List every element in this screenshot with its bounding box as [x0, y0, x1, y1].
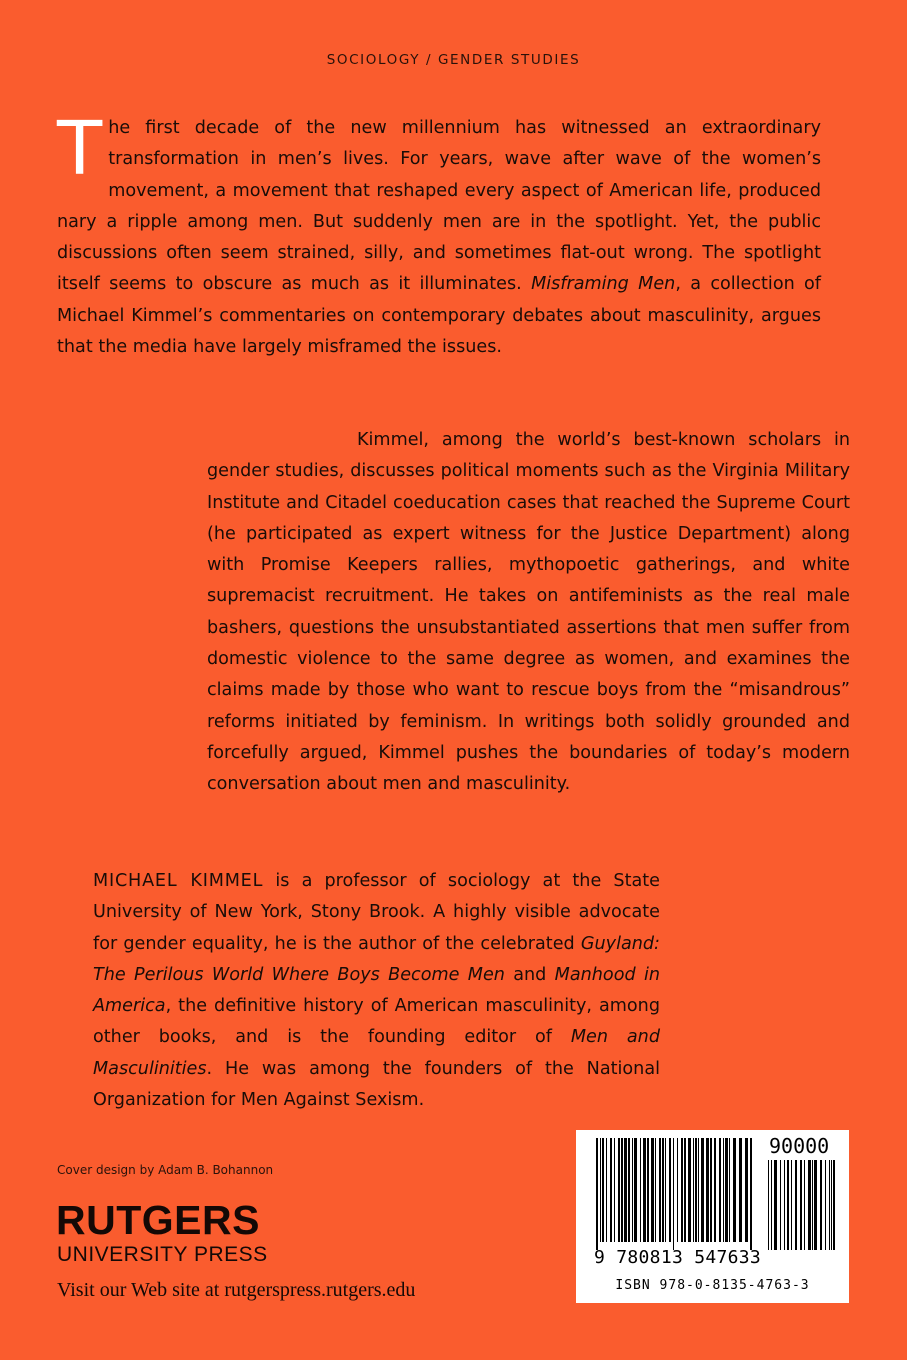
- intro-text-2: , a collection of Michael Kimmel’s commentaries on contemporary debates about masculinity, argues that the media have largely misframed the issues.: [57, 274, 821, 358]
- description-paragraph: Kimmel, among the world’s best-known scholars in gender studies, discusses political moments such as the Virginia Military Institute and Citadel coeducation cases that reached the Supreme Court (he participated as expert witness for the Justice Department) along with Promise Keepers rallies, mythopoetic gatherings, and white supremacist recruitment. He takes on antifeminists as the real male bashers, questions the unsubstantiated assertions that men suffer from domestic violence to the same degree as women, and examines the claims made by those who want to rescue boys from the “misandrous” reforms initiated by feminism. In writings both solidly grounded and forcefully argued, Kimmel pushes the boundaries of today’s modern conversation about men and masculinity.: [207, 430, 850, 795]
- price-code: 90000: [769, 1134, 830, 1158]
- bio-text-4: . He was among the founders of the National Organization for Men Against Sexism.: [93, 1058, 660, 1111]
- publisher-subtitle: UNIVERSITY PRESS: [57, 1243, 268, 1266]
- publisher-logo: RUTGERS: [56, 1197, 260, 1243]
- bio-text-1: is a professor of sociology at the State University of New York, Stony Brook. A highly visible advocate for gender equality, he is the author of the celebrated: [93, 871, 660, 954]
- intro-paragraph: [57, 106, 821, 363]
- book-title: Misframing Men: [531, 274, 676, 295]
- bio-book-1: Guyland: The Perilous World Where Boys Become Men: [93, 933, 660, 985]
- isbn-number: ISBN 978-0-8135-4763-3: [615, 1278, 810, 1293]
- ean-digits: 9 780813 547633: [594, 1247, 762, 1268]
- bio-journal: Men and Masculinities: [93, 1027, 660, 1079]
- drop-cap: T: [57, 106, 103, 192]
- category-label: SOCIOLOGY / GENDER STUDIES: [326, 52, 581, 68]
- bio-text-2: and: [504, 964, 555, 985]
- bio-book-2: Manhood in America: [93, 964, 660, 1017]
- publisher-website: Visit our Web site at rutgerspress.rutgers.edu: [57, 1279, 416, 1301]
- intro-text-1: he first decade of the new millennium has witnessed an extraordinary transformation in men’s lives. For years, wave after wave of the women’s movement, a movement that reshaped every aspect of American life, produced nary a ripple among men. But suddenly men are in the spotlight. Yet, the public discussions often seem strained, silly, and sometimes flat-out wrong. The spotlight itself seems to obscure as much as it illuminates.: [57, 118, 821, 295]
- barcode-panel: [576, 1130, 849, 1303]
- author-name: MICHAEL KIMMEL: [93, 871, 264, 891]
- bio-text-3: , the definitive history of American masculinity, among other books, and is the founding editor of: [93, 996, 660, 1048]
- author-bio: [93, 866, 660, 1116]
- cover-credit: Cover design by Adam B. Bohannon: [57, 1163, 274, 1177]
